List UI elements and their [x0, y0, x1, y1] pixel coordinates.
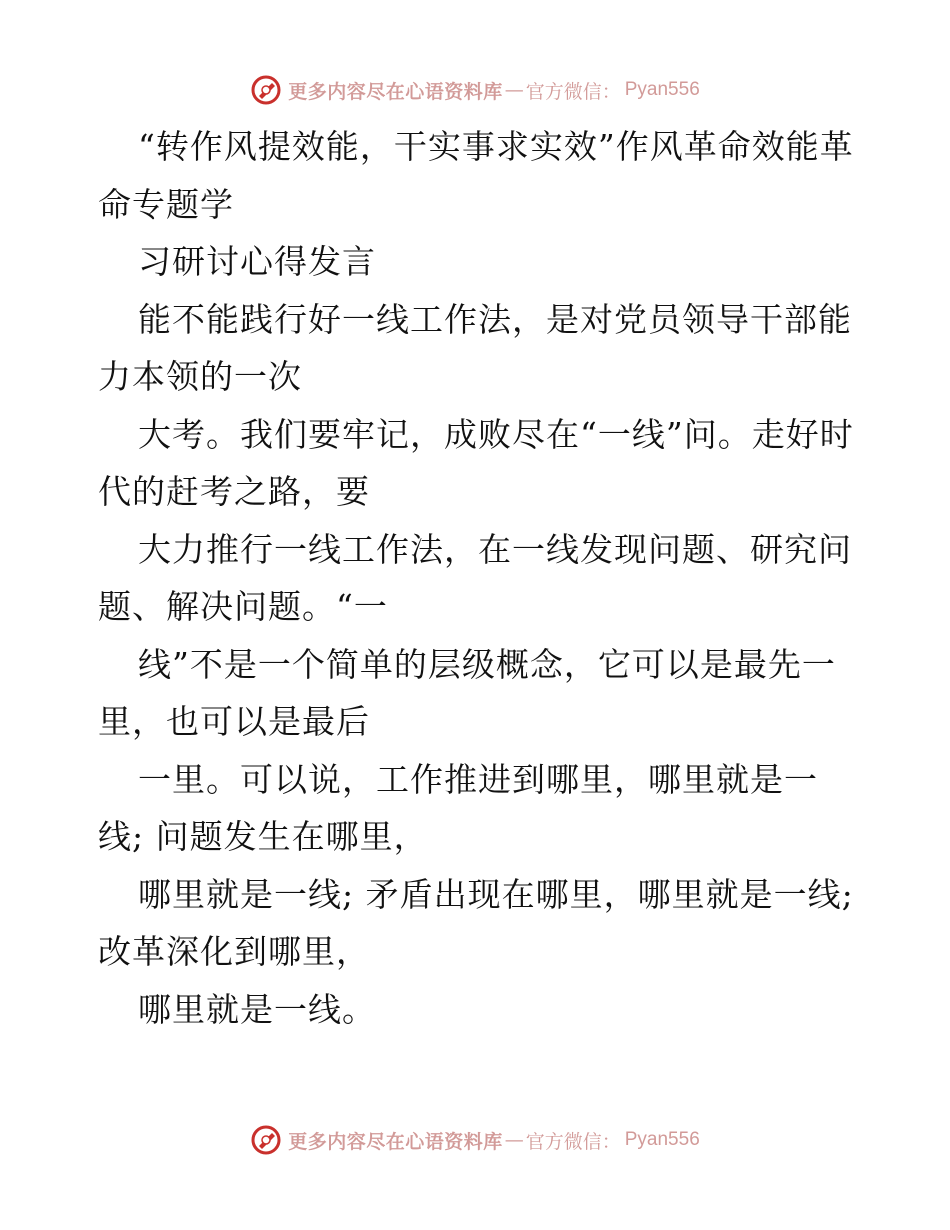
footer-watermark	[0, 1122, 950, 1158]
watermark-wechat-label: 官方微信：	[525, 1130, 621, 1153]
watermark-wechat-id: Pyan556	[624, 79, 700, 100]
watermark-separator: —	[504, 79, 524, 101]
document-title: “转作风提效能，干实事求实效”作风革命效能革命专题学	[98, 127, 854, 224]
watermark-text: 更多内容尽在心语资料库	[288, 1130, 503, 1153]
watermark-wechat-id: Pyan556	[624, 1129, 700, 1150]
paragraph: 大力推行一线工作法，在一线发现问题、研究问题、解决问题。“一	[98, 529, 852, 626]
logo-icon	[250, 1124, 282, 1156]
paragraph: 线”不是一个简单的层级概念，它可以是最先一里，也可以是最后	[98, 644, 836, 741]
paragraph: 大考。我们要牢记，成败尽在“一线”问。走好时代的赶考之路，要	[98, 414, 854, 511]
paragraph: 能不能践行好一线工作法，是对党员领导干部能力本领的一次	[98, 299, 852, 396]
watermark-wechat-label: 官方微信：	[525, 80, 621, 103]
watermark-text: 更多内容尽在心语资料库	[288, 80, 503, 103]
watermark-separator: —	[504, 1129, 524, 1151]
header-watermark	[0, 72, 950, 108]
paragraph: 一里。可以说，工作推进到哪里，哪里就是一线; 问题发生在哪里，	[98, 759, 818, 856]
paragraph: 哪里就是一线。	[138, 989, 376, 1029]
document-body	[98, 118, 858, 1038]
paragraph: 哪里就是一线; 矛盾出现在哪里，哪里就是一线; 改革深化到哪里，	[98, 874, 854, 971]
paragraph: 习研讨心得发言	[138, 242, 376, 281]
logo-icon	[250, 74, 282, 106]
